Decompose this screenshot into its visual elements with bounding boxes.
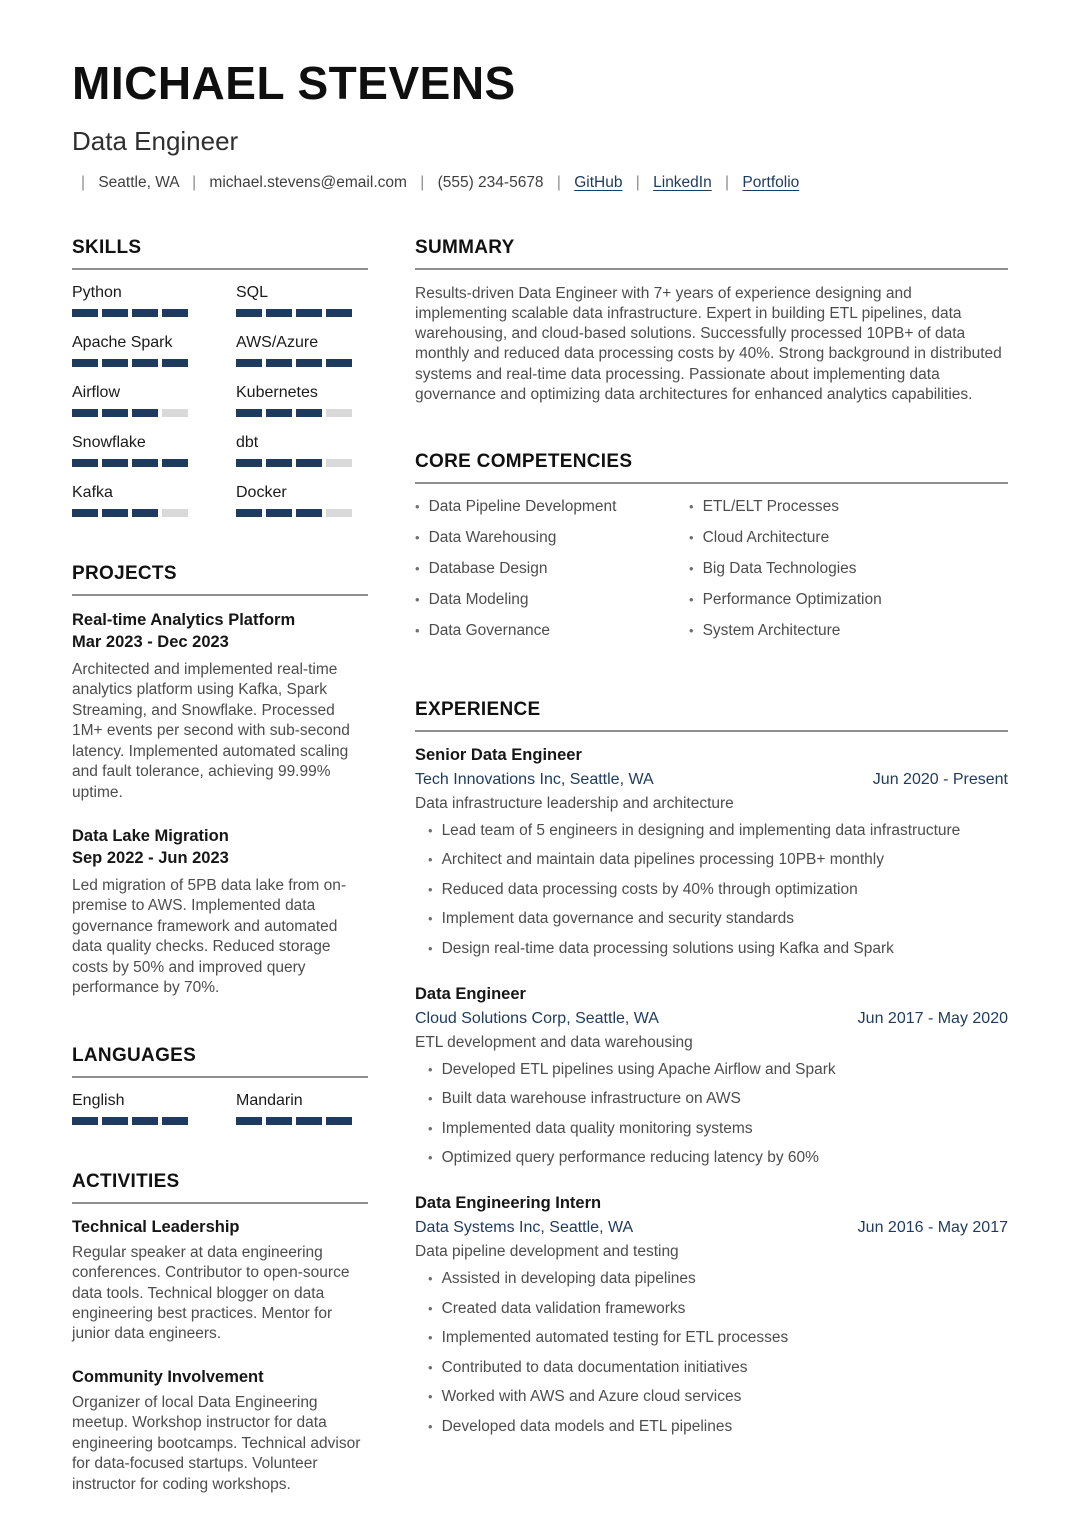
skill-bar-segment-filled (236, 409, 262, 417)
bullet-icon: • (415, 529, 420, 545)
bullet-icon: • (689, 622, 694, 638)
job-company-line (415, 771, 1008, 789)
skill-bar-segment-filled (266, 1117, 292, 1125)
resume-header (72, 56, 1008, 192)
job-bullet-text: Contributed to data documentation initiatives (441, 1358, 748, 1376)
skill-bar-segment-filled (266, 459, 292, 467)
competency-label: System Architecture (702, 621, 841, 639)
competencies-column-1 (415, 498, 689, 653)
job-title: Senior Data Engineer (415, 745, 582, 764)
project-dates: Mar 2023 - Dec 2023 (72, 632, 229, 651)
job-bullets (415, 822, 1008, 958)
skill-bar-segment-filled (132, 509, 158, 517)
job-bullet (428, 940, 1008, 958)
skill-level-bar (72, 359, 204, 367)
skill-name: Airflow (72, 384, 121, 401)
section-activities (72, 1171, 368, 1496)
skill-item (236, 484, 368, 517)
skill-item (72, 434, 204, 467)
job-bullet-text: Implemented data quality monitoring systems (441, 1119, 753, 1137)
candidate-job-title: Data Engineer (72, 126, 239, 156)
job-bullet (428, 1418, 1008, 1436)
summary-heading: SUMMARY (415, 237, 1008, 270)
job-company: Tech Innovations Inc, Seattle, WA (415, 770, 654, 788)
job-item (415, 1194, 1008, 1436)
skill-item (72, 284, 204, 317)
competency-label: ETL/ELT Processes (702, 497, 839, 515)
job-bullet-text: Architect and maintain data pipelines processing 10PB+ monthly (441, 851, 885, 869)
competency-item (415, 591, 689, 609)
job-bullet (428, 1359, 1008, 1377)
section-languages (72, 1045, 368, 1125)
language-level-bar (236, 1117, 368, 1125)
skill-item (236, 284, 368, 317)
skill-bar-segment-filled (132, 359, 158, 367)
skill-bar-segment-filled (266, 409, 292, 417)
skill-level-bar (236, 309, 368, 317)
skill-name: Docker (236, 484, 287, 501)
contact-line (72, 174, 1008, 192)
bullet-icon: • (428, 852, 433, 868)
skill-bar-segment-filled (296, 1117, 322, 1125)
bullet-icon: • (689, 529, 694, 545)
skills-heading: SKILLS (72, 237, 368, 270)
skill-bar-segment-filled (266, 509, 292, 517)
skill-bar-segment-filled (72, 409, 98, 417)
language-name: English (72, 1091, 125, 1109)
projects-heading: PROJECTS (72, 563, 368, 596)
skill-name: AWS/Azure (236, 334, 319, 351)
bullet-icon: • (415, 622, 420, 638)
skill-level-bar (236, 359, 368, 367)
job-subtitle: Data infrastructure leadership and architecture (415, 794, 734, 812)
job-bullet-text: Design real-time data processing solutions using Kafka and Spark (441, 939, 894, 957)
competency-item (689, 560, 1008, 578)
job-dates: Jun 2020 - Present (872, 770, 1008, 788)
skill-bar-segment-empty (162, 509, 188, 517)
competency-item (415, 498, 689, 516)
skills-grid (72, 284, 368, 517)
bullet-icon: • (415, 498, 420, 514)
skill-bar-segment-filled (72, 359, 98, 367)
skill-item (72, 484, 204, 517)
contact-separator: | (725, 174, 730, 191)
job-bullet-text: Optimized query performance reducing latency by 60% (441, 1149, 819, 1167)
activities-list (72, 1218, 368, 1496)
skill-bar-segment-filled (236, 509, 262, 517)
bullet-icon: • (428, 1091, 433, 1107)
project-dates: Sep 2022 - Jun 2023 (72, 848, 229, 867)
skill-bar-segment-filled (266, 309, 292, 317)
competency-label: Data Warehousing (428, 528, 557, 546)
competency-label: Database Design (428, 559, 548, 577)
competency-label: Data Modeling (428, 590, 529, 608)
bullet-icon: • (428, 911, 433, 927)
job-bullet (428, 1388, 1008, 1406)
skill-bar-segment-filled (102, 459, 128, 467)
activity-item (72, 1368, 368, 1495)
competencies-grid (415, 498, 1008, 653)
experience-heading: EXPERIENCE (415, 699, 1008, 732)
job-company-line (415, 1010, 1008, 1028)
bullet-icon: • (428, 1418, 433, 1434)
skill-bar-segment-filled (296, 409, 322, 417)
section-core-competencies (415, 451, 1008, 653)
skill-level-bar (236, 509, 368, 517)
competency-item (689, 622, 1008, 640)
job-item (415, 985, 1008, 1168)
skill-bar-segment-empty (326, 509, 352, 517)
bullet-icon: • (428, 822, 433, 838)
job-bullet-text: Developed data models and ETL pipelines (441, 1417, 733, 1435)
job-bullet (428, 1090, 1008, 1108)
project-title: Real-time Analytics Platform (72, 611, 296, 629)
skill-bar-segment-filled (326, 359, 352, 367)
competency-label: Data Pipeline Development (428, 497, 617, 515)
resume-body (72, 237, 1008, 1527)
contact-separator: | (420, 174, 425, 191)
bullet-icon: • (689, 560, 694, 576)
skill-item (72, 384, 204, 417)
skill-name: dbt (236, 434, 259, 451)
skill-bar-segment-filled (132, 409, 158, 417)
bullet-icon: • (428, 881, 433, 897)
right-column (415, 237, 1008, 1527)
job-bullet (428, 1329, 1008, 1347)
candidate-name: MICHAEL STEVENS (72, 57, 516, 109)
bullet-icon: • (428, 1330, 433, 1346)
job-company: Data Systems Inc, Seattle, WA (415, 1219, 634, 1237)
section-summary (415, 237, 1008, 405)
job-bullet (428, 881, 1008, 899)
job-bullet-text: Built data warehouse infrastructure on AWS (441, 1090, 741, 1108)
competency-label: Performance Optimization (702, 590, 882, 608)
project-description: Led migration of 5PB data lake from on-premise to AWS. Implemented data governance framework and automated data quality checks. Reduced storage costs by 50% and improved query performance by 70%. (72, 876, 346, 997)
contact-item: michael.stevens@email.com (209, 174, 407, 191)
bullet-icon: • (428, 1271, 433, 1287)
job-bullet (428, 851, 1008, 869)
skill-level-bar (72, 309, 204, 317)
activity-title: Technical Leadership (72, 1217, 240, 1236)
job-bullet-text: Reduced data processing costs by 40% through optimization (441, 880, 858, 898)
bullet-icon: • (415, 591, 420, 607)
bullet-icon: • (428, 1300, 433, 1316)
job-bullet-text: Developed ETL pipelines using Apache Airflow and Spark (441, 1060, 836, 1078)
bullet-icon: • (689, 591, 694, 607)
skill-bar-segment-empty (326, 459, 352, 467)
job-bullet (428, 1300, 1008, 1318)
skill-name: Apache Spark (72, 334, 173, 351)
language-item (236, 1092, 368, 1125)
skill-bar-segment-filled (102, 309, 128, 317)
skill-bar-segment-filled (326, 1117, 352, 1125)
skill-bar-segment-filled (162, 1117, 188, 1125)
project-description: Architected and implemented real-time analytics platform using Kafka, Spark Streaming, and Snowflake. Processed 1M+ events per second with sub-second latency. Implemented automated scaling and fault tolerance, achieving 99.99% uptime. (72, 660, 350, 801)
contact-separator: | (81, 174, 86, 191)
language-level-bar (72, 1117, 204, 1125)
activities-heading: ACTIVITIES (72, 1171, 368, 1204)
left-column (72, 237, 368, 1527)
bullet-icon: • (428, 1359, 433, 1375)
skill-level-bar (236, 459, 368, 467)
language-item (72, 1092, 204, 1125)
job-dates: Jun 2016 - May 2017 (857, 1219, 1008, 1237)
section-skills (72, 237, 368, 517)
project-item (72, 826, 368, 999)
language-name: Mandarin (236, 1091, 303, 1109)
skill-bar-segment-filled (102, 409, 128, 417)
skill-item (236, 434, 368, 467)
skill-level-bar (72, 459, 204, 467)
competency-item (415, 622, 689, 640)
competency-item (415, 529, 689, 547)
skill-level-bar (72, 509, 204, 517)
contact-item: (555) 234-5678 (437, 174, 544, 191)
job-dates: Jun 2017 - May 2020 (857, 1009, 1008, 1027)
contact-item[interactable]: Portfolio (742, 174, 800, 191)
languages-heading: LANGUAGES (72, 1045, 368, 1078)
skill-bar-segment-filled (236, 459, 262, 467)
skill-bar-segment-filled (102, 509, 128, 517)
skill-name: Kafka (72, 484, 113, 501)
skill-bar-segment-filled (236, 309, 262, 317)
skill-bar-segment-filled (102, 359, 128, 367)
project-item (72, 610, 368, 803)
skill-bar-segment-empty (162, 409, 188, 417)
job-company: Cloud Solutions Corp, Seattle, WA (415, 1009, 659, 1027)
skill-level-bar (236, 409, 368, 417)
job-bullet (428, 1270, 1008, 1288)
job-bullet (428, 1061, 1008, 1079)
contact-separator: | (556, 174, 561, 191)
skill-bar-segment-filled (132, 459, 158, 467)
bullet-icon: • (428, 940, 433, 956)
skill-bar-segment-filled (162, 309, 188, 317)
skill-bar-segment-filled (296, 309, 322, 317)
competency-item (689, 529, 1008, 547)
skill-name: SQL (236, 284, 269, 301)
skill-bar-segment-filled (132, 1117, 158, 1125)
bullet-icon: • (428, 1389, 433, 1405)
skill-bar-segment-filled (72, 459, 98, 467)
job-bullet-text: Created data validation frameworks (441, 1299, 686, 1317)
bullet-icon: • (415, 560, 420, 576)
job-bullets (415, 1270, 1008, 1436)
job-bullet-text: Assisted in developing data pipelines (441, 1270, 696, 1288)
skill-item (72, 334, 204, 367)
job-title: Data Engineer (415, 984, 526, 1003)
job-bullet-text: Lead team of 5 engineers in designing and implementing data infrastructure (441, 821, 961, 839)
job-bullet-text: Implement data governance and security standards (441, 910, 794, 928)
skill-bar-segment-filled (72, 309, 98, 317)
skill-bar-segment-filled (72, 509, 98, 517)
bullet-icon: • (428, 1150, 433, 1166)
job-company-line (415, 1219, 1008, 1237)
job-bullet (428, 1149, 1008, 1167)
section-projects (72, 563, 368, 999)
skill-bar-segment-filled (326, 309, 352, 317)
competency-item (689, 591, 1008, 609)
competencies-heading: CORE COMPETENCIES (415, 451, 1008, 484)
project-title: Data Lake Migration (72, 827, 229, 846)
projects-list (72, 610, 368, 999)
job-subtitle: ETL development and data warehousing (415, 1033, 693, 1051)
skill-bar-segment-filled (132, 309, 158, 317)
contact-item[interactable]: GitHub (574, 174, 623, 191)
skill-item (236, 334, 368, 367)
competency-label: Data Governance (428, 621, 551, 639)
skill-level-bar (72, 409, 204, 417)
skill-bar-segment-filled (102, 1117, 128, 1125)
summary-text: Results-driven Data Engineer with 7+ years of experience designing and implementing scalable data infrastructure. Expert in building ETL pipelines, data warehousing, and cloud-based solutions. Successfully processed 10PB+ of data monthly and reduced data processing costs by 40%. Strong background in distributed systems and real-time data processing. Passionate about implementing data governance and optimizing data architectures for enhanced analytics capabilities. (415, 285, 1002, 403)
contact-item: Seattle, WA (98, 174, 179, 191)
activity-description: Organizer of local Data Engineering meetup. Workshop instructor for data engineering bootcamps. Technical advisor for data-focused startups. Volunteer instructor for coding workshops. (72, 1393, 361, 1493)
skill-bar-segment-filled (296, 359, 322, 367)
job-bullet (428, 910, 1008, 928)
skill-bar-segment-empty (326, 409, 352, 417)
skill-bar-segment-filled (236, 1117, 262, 1125)
skill-name: Python (72, 284, 122, 301)
job-bullets (415, 1061, 1008, 1168)
experience-list (415, 746, 1008, 1436)
skill-item (236, 384, 368, 417)
contact-separator: | (192, 174, 197, 191)
competency-item (689, 498, 1008, 516)
job-bullet (428, 822, 1008, 840)
skill-bar-segment-filled (162, 459, 188, 467)
job-bullet-text: Worked with AWS and Azure cloud services (441, 1388, 742, 1406)
activity-description: Regular speaker at data engineering conferences. Contributor to open-source data tools. Technical blogger on data engineering best practices. Mentor for junior data engineers. (72, 1243, 350, 1343)
job-bullet (428, 1120, 1008, 1138)
bullet-icon: • (428, 1120, 433, 1136)
section-experience (415, 699, 1008, 1436)
competency-label: Big Data Technologies (702, 559, 857, 577)
skill-bar-segment-filled (296, 459, 322, 467)
skill-name: Snowflake (72, 434, 146, 451)
contact-separator: | (635, 174, 640, 191)
contact-item[interactable]: LinkedIn (653, 174, 712, 191)
skill-name: Kubernetes (236, 384, 318, 401)
skill-bar-segment-filled (296, 509, 322, 517)
bullet-icon: • (428, 1061, 433, 1077)
skill-bar-segment-filled (162, 359, 188, 367)
job-subtitle: Data pipeline development and testing (415, 1243, 679, 1261)
competencies-column-2 (689, 498, 1008, 653)
competency-label: Cloud Architecture (702, 528, 830, 546)
competency-item (415, 560, 689, 578)
skill-bar-segment-filled (72, 1117, 98, 1125)
languages-grid (72, 1092, 368, 1125)
job-bullet-text: Implemented automated testing for ETL processes (441, 1329, 789, 1347)
skill-bar-segment-filled (266, 359, 292, 367)
activity-item (72, 1218, 368, 1345)
activity-title: Community Involvement (72, 1367, 264, 1386)
skill-bar-segment-filled (236, 359, 262, 367)
job-item (415, 746, 1008, 958)
bullet-icon: • (689, 498, 694, 514)
job-title: Data Engineering Intern (415, 1194, 602, 1213)
